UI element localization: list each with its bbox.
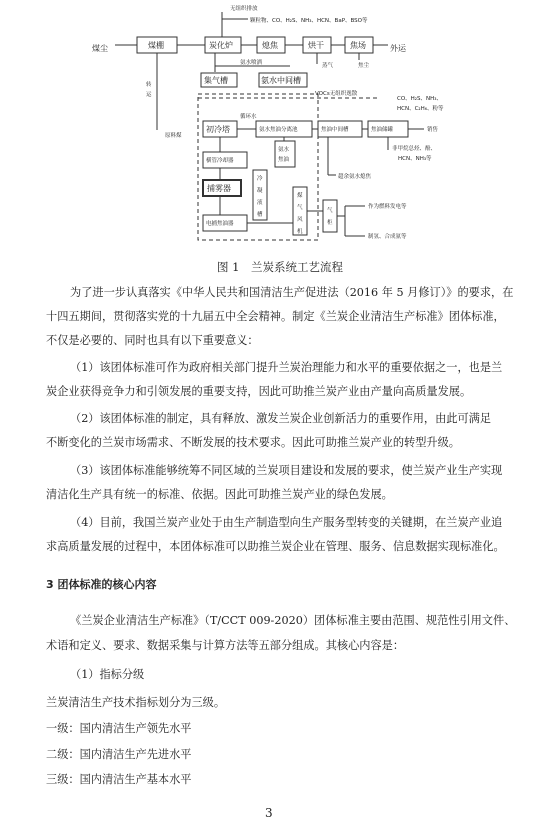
power-use-label: 作为燃料发电等 <box>368 204 407 210</box>
capture-label: 捕雾器 <box>207 184 231 193</box>
paragraph-2-line-2: 炭企业获得竞争力和引领发展的重要支持，因此可助推兰炭产业由产量向高质量发展。 <box>46 385 472 398</box>
condensate-4: 槽 <box>257 212 263 218</box>
condensate-1: 冷 <box>257 176 263 182</box>
voc-emissions-2: HCN、C₂H₆、粉等 <box>397 106 444 112</box>
unorganized-top-label: 无组织排放 <box>230 6 258 12</box>
voc-label: VOCs无组织逸散 <box>315 91 358 97</box>
ammonia-spray-label: 氨水喷洒 <box>240 60 263 66</box>
gas-holder-1: 气 <box>327 208 333 214</box>
tar-separator-label: 氨水焦油分离池 <box>259 127 298 133</box>
sales-label: 销售 <box>427 127 439 133</box>
item-1-heading: （1）指标分级 <box>70 668 145 681</box>
gas-fan-2: 气 <box>297 205 303 211</box>
carbonizer-label: 炭化炉 <box>209 41 233 50</box>
gas-holder-2: 柜 <box>327 220 333 226</box>
gas-fan-4: 机 <box>297 229 303 235</box>
coke-dust-label: 焦尘 <box>358 63 370 69</box>
top-emissions-label: 颗粒物、CO、H₂S、NH₃、HCN、BaP、BSO等 <box>250 18 368 24</box>
electro-label: 电捕焦油器 <box>206 221 234 227</box>
grade-2: 二级：国内清洁生产先进水平 <box>46 748 192 761</box>
voc-emissions-1: CO、H₂S、NH₃、 <box>397 96 442 102</box>
transfer-label-2: 运 <box>146 92 152 98</box>
tar-gas-label: 超余氨水熄焦 <box>338 174 372 180</box>
tar-storage-label: 焦油储罐 <box>371 127 394 133</box>
gas-tank-label: 集气槽 <box>204 76 228 85</box>
paragraph-5-line-1: （4）目前，我国兰炭产业处于由生产制造型向生产服务型转变的关键期，在兰炭产业追 <box>70 516 503 529</box>
tar-box-label-1: 氨水 <box>278 147 290 153</box>
paragraph-1-line-3: 不仅是必要的、同时也具有以下重要意义： <box>46 334 259 347</box>
transfer-label-1: 转 <box>146 82 152 88</box>
non-methane-1: 非甲烷总烃、酚、 <box>392 146 437 152</box>
vapor-label: 蒸气 <box>322 63 334 69</box>
grade-3: 三级：国内清洁生产基本水平 <box>46 773 192 786</box>
tar-mid-tank-label: 焦油中间槽 <box>321 127 349 133</box>
figure-caption: 图 1 兰炭系统工艺流程 <box>217 260 343 274</box>
raw-coal-label: 原料煤 <box>165 133 182 139</box>
process-flow-diagram <box>0 0 544 260</box>
section-intro-line-1: 《兰炭企业清洁生产标准》（T/CCT 009-2020）团体标准主要由范围、规范性引用文件、 <box>70 614 516 627</box>
tar-box <box>275 141 295 167</box>
primary-cooler-label: 初冷塔 <box>206 125 230 134</box>
grade-1: 一级：国内清洁生产领先水平 <box>46 722 192 735</box>
condensate-2: 凝 <box>257 188 263 194</box>
coal-dust-label: 煤尘 <box>92 44 108 53</box>
section-heading: 3 团体标准的核心内容 <box>46 578 157 591</box>
paragraph-1-line-1: 为了进一步认真落实《中华人民共和国清洁生产促进法（2016 年 5 月修订）》的要求，在 <box>70 286 514 299</box>
paragraph-3-line-2: 不断变化的兰炭市场需求、不断发展的技术要求。因此可助推兰炭产业的转型升级。 <box>46 436 460 449</box>
ammonia-mid-tank-label: 氨水中间槽 <box>261 76 301 85</box>
gas-fan-1: 煤 <box>297 193 303 199</box>
paragraph-5-line-2: 求高质量发展的过程中，本团体标准可以助推兰炭企业在管理、服务、信息数据实现标准化。 <box>46 540 505 553</box>
gas-holder-box <box>323 200 337 232</box>
dryer-label: 烘干 <box>308 41 324 50</box>
tar-box-label-2: 焦油 <box>278 157 290 163</box>
paragraph-1-line-2: 十四五期间，贯彻落实党的十九届五中全会精神。制定《兰炭企业清洁生产标准》团体标准， <box>46 310 505 323</box>
gas-fan-3: 风 <box>297 217 303 223</box>
condensate-3: 液 <box>257 200 263 206</box>
coke-yard-label: 焦场 <box>350 41 366 50</box>
paragraph-2-line-1: （1）该团体标准可作为政府相关部门提升兰炭治理能力和水平的重要依据之一，也是兰 <box>70 361 503 374</box>
paragraph-3-line-1: （2）该团体标准的制定，具有释放、激发兰炭企业创新活力的重要作用，由此可满足 <box>70 412 492 425</box>
tube-cooler-label: 横管冷却器 <box>206 158 234 164</box>
grade-intro: 兰炭清洁生产技术指标划分为三级。 <box>46 696 226 709</box>
outbound-label: 外运 <box>390 44 406 53</box>
non-methane-2: HCN、NH₃等 <box>398 156 432 162</box>
cooling-label: 熄焦 <box>262 41 278 50</box>
chem-use-label: 制氢、合成氨等 <box>368 234 407 240</box>
coal-shed-label: 煤棚 <box>148 41 164 50</box>
paragraph-4-line-1: （3）该团体标准能够统筹不同区域的兰炭项目建设和发展的要求，使兰炭产业生产实现 <box>70 464 503 477</box>
section-intro-line-2: 术语和定义、要求、数据采集与计算方法等五部分组成。其核心内容是： <box>46 639 405 652</box>
page-number: 3 <box>265 806 273 820</box>
paragraph-4-line-2: 清洁化生产具有统一的标准、依据。因此可助推兰炭产业的绿色发展。 <box>46 488 393 501</box>
circ-water-label: 循环水 <box>240 114 257 120</box>
